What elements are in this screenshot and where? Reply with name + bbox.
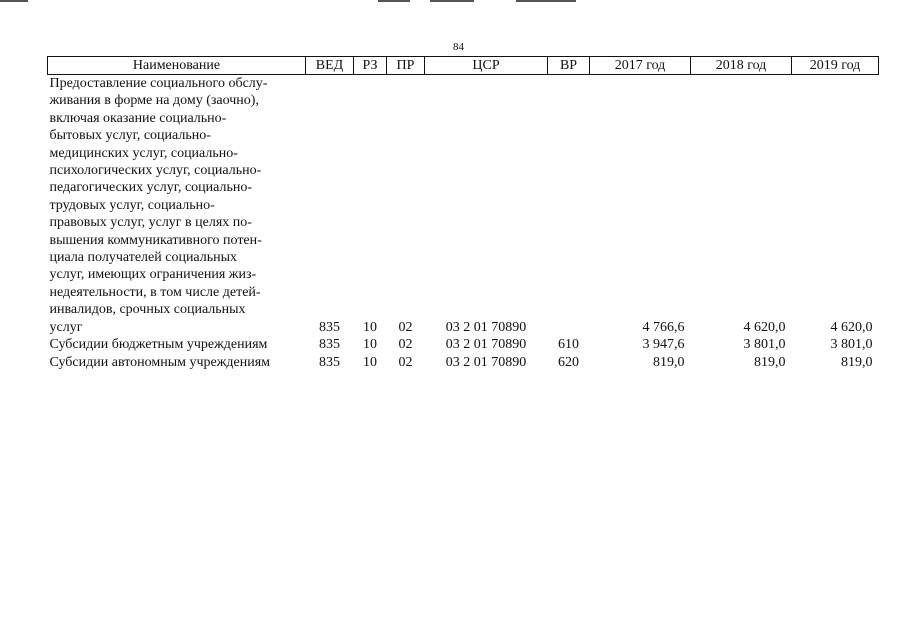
cell-rz: 10 — [363, 337, 377, 353]
cell-2017: 3 947,6 — [642, 337, 685, 353]
row-name-line: услуг — [49, 319, 83, 335]
cell-2017: 819,0 — [653, 354, 685, 370]
cell-2019: 819,0 — [841, 354, 873, 370]
row-name-line: правовых услуг, услуг в целях по- — [49, 215, 252, 231]
row-name-line: включая оказание социально- — [49, 110, 227, 126]
cell-2017: 4 766,6 — [642, 319, 685, 335]
row-name-line: медицинских услуг, социально- — [49, 145, 238, 161]
row-name-line: живания в форме на дому (заочно), — [49, 93, 259, 109]
cell-csr: 03 2 01 70890 — [445, 337, 527, 353]
header-csr: ЦСР — [425, 57, 548, 75]
row-name-line: циала получателей социальных — [49, 250, 238, 266]
row-name-line: Предоставление социального обслу- — [49, 76, 268, 91]
header-pr: ПР — [387, 57, 425, 75]
table-row — [48, 75, 879, 337]
cell-2019: 4 620,0 — [830, 319, 873, 335]
cell-2018: 819,0 — [754, 354, 786, 370]
row-name-line: недеятельности, в том числе детей- — [49, 284, 261, 300]
row-name-line: педагогических услуг, социально- — [49, 180, 253, 196]
row-name-line: трудовых услуг, социально- — [49, 197, 215, 213]
cell-csr: 03 2 01 70890 — [445, 319, 527, 335]
header-rz: РЗ — [354, 57, 387, 75]
cell-pr: 02 — [398, 354, 413, 370]
header-vr: ВР — [548, 57, 590, 75]
table-header-row — [48, 57, 879, 75]
row-name-line: вышения коммуникативного потен- — [49, 232, 262, 248]
cell-2018: 3 801,0 — [743, 337, 786, 353]
cell-vr — [548, 75, 590, 337]
row-name: Субсидии бюджетным учреждениям — [49, 337, 268, 353]
cell-ved: 835 — [319, 319, 340, 335]
cell-2018: 4 620,0 — [743, 319, 786, 335]
header-2019: 2019 год — [792, 57, 879, 75]
row-name-line: инвалидов, срочных социальных — [49, 302, 246, 318]
row-name-line: психологических услуг, социально- — [49, 163, 262, 179]
header-2017: 2017 год — [590, 57, 691, 75]
table-row — [48, 336, 879, 353]
header-2018: 2018 год — [691, 57, 792, 75]
table-row — [48, 354, 879, 371]
header-ved: ВЕД — [306, 57, 354, 75]
row-name-line: услуг, имеющих ограничения жиз- — [49, 267, 257, 283]
budget-table — [47, 56, 879, 371]
cell-pr: 02 — [398, 319, 413, 335]
cell-vr: 610 — [558, 337, 579, 353]
row-name — [48, 75, 306, 337]
row-name: Субсидии автономным учреждениям — [49, 354, 271, 370]
cell-csr: 03 2 01 70890 — [445, 354, 527, 370]
cell-vr: 620 — [558, 354, 579, 370]
cell-ved: 835 — [319, 337, 340, 353]
header-name: Наименование — [48, 57, 306, 75]
cell-2019: 3 801,0 — [830, 337, 873, 353]
cell-rz: 10 — [363, 354, 377, 370]
cell-ved: 835 — [319, 354, 340, 370]
page-number: 84 — [453, 41, 464, 53]
cell-rz: 10 — [363, 319, 377, 335]
row-name-line: бытовых услуг, социально- — [49, 128, 211, 144]
cell-pr: 02 — [398, 337, 413, 353]
scan-edge-marks — [0, 0, 905, 3]
